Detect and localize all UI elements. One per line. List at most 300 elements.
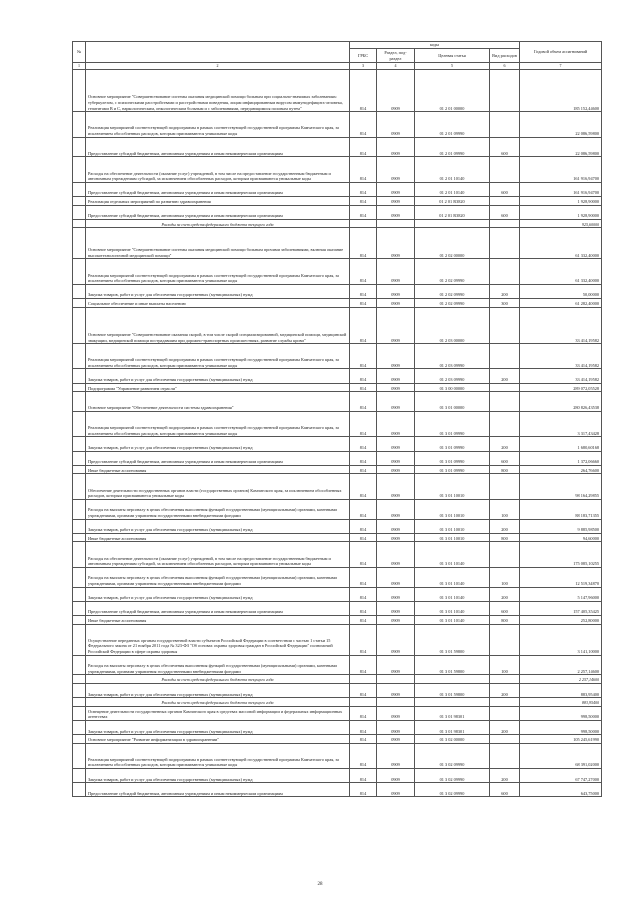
row-number-cell xyxy=(73,542,86,567)
row-section-cell: 0909 xyxy=(377,783,415,797)
row-target-cell: 01 3 01 98301 xyxy=(415,706,490,720)
row-grbs-cell: 814 xyxy=(350,587,377,601)
table-row xyxy=(73,383,602,392)
row-section-cell: 0909 xyxy=(377,284,415,298)
row-name-cell: Закупка товаров, работ и услуг для обеспечения государственных (муниципальных) нужд xyxy=(86,519,350,533)
row-name-cell: Социальное обеспечение и иные выплаты населению xyxy=(86,298,350,307)
row-grbs-cell: 814 xyxy=(350,259,377,284)
table-header-row xyxy=(73,42,602,49)
table-row xyxy=(73,720,602,734)
row-vr-cell: 100 xyxy=(490,655,520,675)
row-grbs-cell: 814 xyxy=(350,344,377,369)
row-section-cell: 0909 xyxy=(377,196,415,205)
table-row xyxy=(73,615,602,624)
row-number-cell xyxy=(73,499,86,519)
row-target-cell xyxy=(415,219,490,228)
row-section-cell: 0909 xyxy=(377,499,415,519)
table-row xyxy=(73,743,602,768)
row-sum-cell: 643,75000 xyxy=(520,783,602,797)
row-target-cell: 01 2 02 00000 xyxy=(415,228,490,259)
column-index: 7 xyxy=(520,63,602,70)
table-row xyxy=(73,587,602,601)
row-target-cell: 01 3 01 10140 xyxy=(415,601,490,615)
row-grbs-cell xyxy=(350,698,377,707)
row-sum-cell: 105 245,61990 xyxy=(520,735,602,744)
row-vr-cell xyxy=(490,157,520,182)
table-row xyxy=(73,519,602,533)
row-target-cell: 01 2 03 09990 xyxy=(415,369,490,383)
row-vr-cell xyxy=(490,706,520,720)
table-row xyxy=(73,533,602,542)
row-number-cell xyxy=(73,298,86,307)
row-name-cell: Расходы на выплаты персоналу в целях обеспечения выполнения функций государственными (муниципальными) органами, казенными учреждениями, органами управления государственными внебюджетными фондами xyxy=(86,499,350,519)
row-target-cell: 01 2 01 10140 xyxy=(415,182,490,196)
table-row xyxy=(73,567,602,587)
row-name-cell: Подпрограмма "Управление развитием отрасли" xyxy=(86,383,350,392)
row-section-cell: 0909 xyxy=(377,412,415,437)
row-grbs-cell: 814 xyxy=(350,601,377,615)
row-grbs-cell: 814 xyxy=(350,205,377,219)
row-section-cell: 0909 xyxy=(377,298,415,307)
row-sum-cell: 61 282,40000 xyxy=(520,298,602,307)
row-sum-cell: 883,95400 xyxy=(520,683,602,697)
row-grbs-cell: 814 xyxy=(350,451,377,465)
row-section-cell: 0909 xyxy=(377,437,415,451)
row-name-cell: Освещение деятельности государственных органов Камчатского края в средствах массовой информации и федеральных информационных агентствах xyxy=(86,706,350,720)
row-vr-cell xyxy=(490,228,520,259)
row-number-cell xyxy=(73,412,86,437)
row-sum-cell: 12 519,34870 xyxy=(520,567,602,587)
row-vr-cell: 200 xyxy=(490,519,520,533)
table-row xyxy=(73,624,602,655)
table-row xyxy=(73,437,602,451)
row-sum-cell: 22 086,59800 xyxy=(520,112,602,137)
row-sum-cell: 264,76600 xyxy=(520,465,602,474)
row-name-cell: Реализация мероприятий соответствующей подпрограммы в рамках соответствующей государственной программы Камчатского края, за исключением обособленных расходов, которым присваиваются уникальные коды xyxy=(86,344,350,369)
row-section-cell: 0909 xyxy=(377,706,415,720)
row-number-cell xyxy=(73,307,86,344)
row-grbs-cell: 814 xyxy=(350,743,377,768)
row-grbs-cell: 814 xyxy=(350,369,377,383)
row-target-cell: 01 3 02 09990 xyxy=(415,769,490,783)
row-name-cell: Основное мероприятие "Совершенствование системы оказания медицинской помощи больным при социально-значимых заболеваниях: туберкулезом, с психическими расстройствами и расстройствами поведения, лицам инфицированным вирусом иммунодефицита человека, гепатитами B и C, наркологическим, онкологическим больным и с заболеваниями, передающимися половым путем" xyxy=(86,70,350,112)
row-target-cell: 01 2 01 09990 xyxy=(415,112,490,137)
row-grbs-cell: 814 xyxy=(350,157,377,182)
row-number-cell xyxy=(73,655,86,675)
row-grbs-cell: 814 xyxy=(350,655,377,675)
row-name-cell: Иные бюджетные ассигнования xyxy=(86,465,350,474)
row-section-cell: 0909 xyxy=(377,137,415,157)
table-row xyxy=(73,157,602,182)
row-number-cell xyxy=(73,205,86,219)
page-number: 28 xyxy=(317,882,323,887)
row-vr-cell xyxy=(490,624,520,655)
row-vr-cell: 200 xyxy=(490,720,520,734)
row-name-cell: Закупка товаров, работ и услуг для обеспечения государственных (муниципальных) нужд xyxy=(86,683,350,697)
row-target-cell xyxy=(415,698,490,707)
row-sum-cell: 33 414,19582 xyxy=(520,344,602,369)
row-target-cell: 01 2 02 09990 xyxy=(415,284,490,298)
note-row xyxy=(73,219,602,228)
row-number-cell xyxy=(73,783,86,797)
row-name-cell: Реализация мероприятий соответствующей подпрограммы в рамках соответствующей государственной программы Камчатского края, за исключением обособленных расходов, которым присваиваются уникальные коды xyxy=(86,112,350,137)
row-grbs-cell: 814 xyxy=(350,465,377,474)
row-grbs-cell: 814 xyxy=(350,182,377,196)
row-grbs-cell: 814 xyxy=(350,624,377,655)
row-section-cell: 0909 xyxy=(377,683,415,697)
row-section-cell: 0909 xyxy=(377,542,415,567)
row-target-cell: 01 2 01 09990 xyxy=(415,137,490,157)
row-target-cell: 01 3 01 59800 xyxy=(415,624,490,655)
row-grbs-cell: 814 xyxy=(350,412,377,437)
table-row xyxy=(73,392,602,412)
row-number-cell xyxy=(73,369,86,383)
row-vr-cell: 600 xyxy=(490,451,520,465)
row-sum-cell: 252,80000 xyxy=(520,615,602,624)
row-name-cell: Предоставление субсидий бюджетным, автономным учреждениям и иным некоммерческим организациям xyxy=(86,451,350,465)
row-name-cell: Иные бюджетные ассигнования xyxy=(86,615,350,624)
row-number-cell xyxy=(73,567,86,587)
row-vr-cell: 100 xyxy=(490,499,520,519)
row-grbs-cell: 814 xyxy=(350,307,377,344)
row-target-cell xyxy=(415,675,490,684)
row-name-cell: Расходы за счет средств федерального бюджета текущего года xyxy=(86,675,350,684)
row-section-cell: 0909 xyxy=(377,720,415,734)
row-vr-cell xyxy=(490,70,520,112)
row-sum-cell: 925,60000 xyxy=(520,219,602,228)
row-sum-cell: 94,60000 xyxy=(520,533,602,542)
row-vr-cell: 200 xyxy=(490,284,520,298)
row-sum-cell: 1 372,06660 xyxy=(520,451,602,465)
row-sum-cell: 1 680,60168 xyxy=(520,437,602,451)
row-grbs-cell: 814 xyxy=(350,683,377,697)
row-vr-cell: 200 xyxy=(490,769,520,783)
row-grbs-cell: 814 xyxy=(350,720,377,734)
row-name-cell: Расходы на выплаты персоналу в целях обеспечения выполнения функций государственными (муниципальными) органами, казенными учреждениями, органами управления государственными внебюджетными фондами xyxy=(86,655,350,675)
table-row xyxy=(73,474,602,499)
row-sum-cell: 33 414,19582 xyxy=(520,307,602,344)
header-codes: коды xyxy=(350,42,520,49)
row-target-cell: 01 3 01 10010 xyxy=(415,519,490,533)
table-row xyxy=(73,344,602,369)
row-section-cell: 0909 xyxy=(377,228,415,259)
row-grbs-cell: 814 xyxy=(350,783,377,797)
row-target-cell: 01 2 02 09990 xyxy=(415,298,490,307)
row-number-cell xyxy=(73,182,86,196)
row-section-cell: 0909 xyxy=(377,157,415,182)
table-row xyxy=(73,683,602,697)
row-section-cell xyxy=(377,698,415,707)
row-target-cell: 01 3 01 59800 xyxy=(415,655,490,675)
row-number-cell xyxy=(73,587,86,601)
row-number-cell xyxy=(73,344,86,369)
budget-table xyxy=(72,41,602,797)
table-row xyxy=(73,307,602,344)
header-grbs: ГРБС xyxy=(350,49,377,63)
row-number-cell xyxy=(73,533,86,542)
row-name-cell: Расходы на обеспечение деятельности (оказание услуг) учреждений, в том числе на предоставление государственным бюджетным и автономным учреждениям субсидий, за исключением обособленных расходов, которым присваиваются уникальные коды xyxy=(86,542,350,567)
row-section-cell: 0909 xyxy=(377,465,415,474)
row-vr-cell: 200 xyxy=(490,437,520,451)
row-name-cell: Реализация мероприятий соответствующей подпрограммы в рамках соответствующей государственной программы Камчатского края, за исключением обособленных расходов, которым присваиваются уникальные коды xyxy=(86,743,350,768)
row-vr-cell: 800 xyxy=(490,615,520,624)
row-name-cell: Предоставление субсидий бюджетным, автономным учреждениям и иным некоммерческим организациям xyxy=(86,182,350,196)
row-section-cell: 0909 xyxy=(377,601,415,615)
row-grbs-cell: 814 xyxy=(350,519,377,533)
row-name-cell: Закупка товаров, работ и услуг для обеспечения государственных (муниципальных) нужд xyxy=(86,720,350,734)
row-name-cell: Предоставление субсидий бюджетным, автономным учреждениям и иным некоммерческим организациям xyxy=(86,205,350,219)
row-section-cell: 0909 xyxy=(377,735,415,744)
row-number-cell xyxy=(73,675,86,684)
row-vr-cell xyxy=(490,412,520,437)
row-vr-cell xyxy=(490,344,520,369)
row-section-cell: 0909 xyxy=(377,369,415,383)
row-grbs-cell: 814 xyxy=(350,196,377,205)
row-sum-cell: 22 086,59800 xyxy=(520,137,602,157)
row-section-cell: 0909 xyxy=(377,70,415,112)
row-name-cell: Реализация мероприятий соответствующей подпрограммы в рамках соответствующей государственной программы Камчатского края, за исключением обособленных расходов, которым присваиваются уникальные коды xyxy=(86,259,350,284)
row-sum-cell: 9 885,98500 xyxy=(520,519,602,533)
row-grbs-cell: 814 xyxy=(350,615,377,624)
row-name-cell: Основное мероприятие "Совершенствование оказания скорой, в том числе скорой специализированной, медицинской помощи, медицинской эвакуации, медицинской помощи пострадавшим при дорожно-транспортных происшествиях, развитие службы крови" xyxy=(86,307,350,344)
row-section-cell: 0909 xyxy=(377,743,415,768)
row-vr-cell xyxy=(490,542,520,567)
row-target-cell: 01 2 01 10140 xyxy=(415,157,490,182)
row-grbs-cell: 814 xyxy=(350,474,377,499)
row-vr-cell: 800 xyxy=(490,465,520,474)
row-vr-cell xyxy=(490,735,520,744)
table-row xyxy=(73,259,602,284)
row-number-cell xyxy=(73,437,86,451)
row-vr-cell xyxy=(490,383,520,392)
row-grbs-cell: 814 xyxy=(350,298,377,307)
row-vr-cell xyxy=(490,307,520,344)
row-target-cell: 01 2 03 09990 xyxy=(415,344,490,369)
row-grbs-cell: 814 xyxy=(350,70,377,112)
row-section-cell: 0909 xyxy=(377,182,415,196)
row-section-cell xyxy=(377,675,415,684)
row-vr-cell xyxy=(490,698,520,707)
row-number-cell xyxy=(73,137,86,157)
row-sum-cell: 3 141,10000 xyxy=(520,624,602,655)
row-sum-cell: 2 257,14600 xyxy=(520,675,602,684)
row-name-cell: Закупка товаров, работ и услуг для обеспечения государственных (муниципальных) нужд xyxy=(86,284,350,298)
row-sum-cell: 67 747,27000 xyxy=(520,769,602,783)
row-section-cell: 0909 xyxy=(377,392,415,412)
row-sum-cell: 1 928,90000 xyxy=(520,196,602,205)
row-vr-cell: 600 xyxy=(490,182,520,196)
table-row xyxy=(73,451,602,465)
table-row xyxy=(73,412,602,437)
row-sum-cell: 175 085,10255 xyxy=(520,542,602,567)
row-target-cell: 01 3 02 09990 xyxy=(415,743,490,768)
row-target-cell: 01 3 01 00000 xyxy=(415,392,490,412)
row-vr-cell xyxy=(490,196,520,205)
row-grbs-cell xyxy=(350,219,377,228)
table-row xyxy=(73,735,602,744)
table-row xyxy=(73,205,602,219)
row-sum-cell: 1 928,90000 xyxy=(520,205,602,219)
row-name-cell: Иные бюджетные ассигнования xyxy=(86,533,350,542)
row-target-cell: 01 3 01 09990 xyxy=(415,451,490,465)
row-number-cell xyxy=(73,383,86,392)
column-index: 1 xyxy=(73,63,86,70)
row-number-cell xyxy=(73,519,86,533)
row-grbs-cell: 814 xyxy=(350,769,377,783)
row-vr-cell: 600 xyxy=(490,601,520,615)
row-number-cell xyxy=(73,474,86,499)
table-row xyxy=(73,499,602,519)
column-index: 3 xyxy=(350,63,377,70)
row-vr-cell xyxy=(490,219,520,228)
row-target-cell: 01 3 01 10010 xyxy=(415,499,490,519)
row-sum-cell: 3 317,43428 xyxy=(520,412,602,437)
row-vr-cell: 600 xyxy=(490,137,520,157)
column-index: 6 xyxy=(490,63,520,70)
row-section-cell: 0909 xyxy=(377,112,415,137)
row-name-cell: Расходы на обеспечение деятельности (оказание услуг) учреждений, в том числе на предоставление государственным бюджетным и автономным учреждениям субсидий, за исключением обособленных расходов, которым присваиваются уникальные коды xyxy=(86,157,350,182)
row-target-cell: 01 3 01 98301 xyxy=(415,720,490,734)
table-row xyxy=(73,228,602,259)
table-row xyxy=(73,70,602,112)
row-target-cell: 01 3 01 10010 xyxy=(415,474,490,499)
row-grbs-cell: 814 xyxy=(350,567,377,587)
row-grbs-cell: 814 xyxy=(350,284,377,298)
table-row xyxy=(73,369,602,383)
row-name-cell: Предоставление субсидий бюджетным, автономным учреждениям и иным некоммерческим организациям xyxy=(86,783,350,797)
row-section-cell: 0909 xyxy=(377,451,415,465)
row-vr-cell: 200 xyxy=(490,369,520,383)
row-target-cell: 01 3 00 00000 xyxy=(415,383,490,392)
row-name-cell: Основное мероприятие "Совершенствование системы оказания медицинской помощи больным прочими заболеваниями, включая оказание высокотехнологичной медицинской помощи" xyxy=(86,228,350,259)
row-section-cell: 0909 xyxy=(377,769,415,783)
row-vr-cell: 300 xyxy=(490,298,520,307)
row-number-cell xyxy=(73,157,86,182)
row-vr-cell xyxy=(490,112,520,137)
row-target-cell: 01 3 01 10140 xyxy=(415,567,490,587)
header-number: № xyxy=(73,42,86,63)
row-vr-cell xyxy=(490,259,520,284)
row-sum-cell: 998,50000 xyxy=(520,720,602,734)
row-grbs-cell: 814 xyxy=(350,533,377,542)
row-name-cell: Расходы за счет средств федерального бюджета текущего года xyxy=(86,219,350,228)
row-vr-cell xyxy=(490,392,520,412)
note-row xyxy=(73,698,602,707)
row-name-cell: Реализация отдельных мероприятий по развитию здравоохранения xyxy=(86,196,350,205)
table-row xyxy=(73,542,602,567)
row-vr-cell xyxy=(490,675,520,684)
row-sum-cell: 68 391,02000 xyxy=(520,743,602,768)
row-target-cell: 01 3 01 10010 xyxy=(415,533,490,542)
row-name-cell: Предоставление субсидий бюджетным, автономным учреждениям и иным некоммерческим организациям xyxy=(86,137,350,157)
row-name-cell: Обеспечение деятельности государственных органов власти (государственных органов) Камчатского края, за исключением обособленных расходов, которым присваиваются уникальные коды xyxy=(86,474,350,499)
row-number-cell xyxy=(73,706,86,720)
row-section-cell: 0909 xyxy=(377,624,415,655)
row-section-cell: 0909 xyxy=(377,344,415,369)
note-row xyxy=(73,675,602,684)
row-grbs-cell: 814 xyxy=(350,228,377,259)
row-name-cell: Предоставление субсидий бюджетным, автономным учреждениям и иным некоммерческим организациям xyxy=(86,601,350,615)
row-section-cell: 0909 xyxy=(377,567,415,587)
row-number-cell xyxy=(73,601,86,615)
row-grbs-cell xyxy=(350,675,377,684)
table-row xyxy=(73,465,602,474)
row-target-cell: 01 2 02 09990 xyxy=(415,259,490,284)
table-row xyxy=(73,655,602,675)
row-grbs-cell: 814 xyxy=(350,542,377,567)
row-target-cell: 01 3 01 09990 xyxy=(415,465,490,474)
column-index: 5 xyxy=(415,63,490,70)
row-number-cell xyxy=(73,228,86,259)
row-target-cell: 01 3 01 10140 xyxy=(415,615,490,624)
header-section: Раздел, под-раздел xyxy=(377,49,415,63)
row-section-cell: 0909 xyxy=(377,519,415,533)
row-name-cell: Расходы на выплаты персоналу в целях обеспечения выполнения функций государственными (муниципальными) органами, казенными учреждениями, органами управления государственными внебюджетными фондами xyxy=(86,567,350,587)
row-grbs-cell: 814 xyxy=(350,499,377,519)
row-number-cell xyxy=(73,451,86,465)
row-sum-cell: 61 332,40000 xyxy=(520,228,602,259)
row-section-cell xyxy=(377,219,415,228)
row-grbs-cell: 814 xyxy=(350,437,377,451)
row-number-cell xyxy=(73,112,86,137)
row-grbs-cell: 814 xyxy=(350,112,377,137)
row-section-cell: 0909 xyxy=(377,533,415,542)
row-grbs-cell: 814 xyxy=(350,383,377,392)
row-name-cell: Закупка товаров, работ и услуг для обеспечения государственных (муниципальных) нужд xyxy=(86,587,350,601)
row-target-cell: 01 3 01 09990 xyxy=(415,412,490,437)
row-number-cell xyxy=(73,615,86,624)
row-sum-cell: 883,95400 xyxy=(520,698,602,707)
row-number-cell xyxy=(73,735,86,744)
row-name-cell: Закупка товаров, работ и услуг для обеспечения государственных (муниципальных) нужд xyxy=(86,769,350,783)
row-sum-cell: 289 072,05528 xyxy=(520,383,602,392)
column-index: 2 xyxy=(86,63,350,70)
row-vr-cell: 200 xyxy=(490,587,520,601)
row-target-cell: 01 3 01 10140 xyxy=(415,542,490,567)
row-sum-cell: 50,00000 xyxy=(520,284,602,298)
row-vr-cell: 800 xyxy=(490,533,520,542)
row-sum-cell: 280 826,43538 xyxy=(520,392,602,412)
row-number-cell xyxy=(73,624,86,655)
row-name-cell: Осуществление переданных органам государственной власти субъектов Российской Федерации в соответствии с частью 1 статьи 15 Федерального закона от 21 ноября 2011 года № 323-ФЗ "Об основах охраны здоровья граждан в Российской Федерации" полномочий Российской Федерации в сфере охраны здоровья xyxy=(86,624,350,655)
row-vr-cell: 100 xyxy=(490,567,520,587)
column-index: 4 xyxy=(377,63,415,70)
row-target-cell: 01 3 01 59800 xyxy=(415,683,490,697)
row-number-cell xyxy=(73,392,86,412)
row-grbs-cell: 814 xyxy=(350,735,377,744)
row-sum-cell: 61 332,40000 xyxy=(520,259,602,284)
table-row xyxy=(73,298,602,307)
row-section-cell: 0909 xyxy=(377,615,415,624)
row-sum-cell: 157 405,35425 xyxy=(520,601,602,615)
header-target: Целевая статья xyxy=(415,49,490,63)
row-section-cell: 0909 xyxy=(377,383,415,392)
row-number-cell xyxy=(73,769,86,783)
row-sum-cell: 161 916,94700 xyxy=(520,182,602,196)
row-grbs-cell: 814 xyxy=(350,392,377,412)
row-number-cell xyxy=(73,196,86,205)
row-vr-cell: 600 xyxy=(490,783,520,797)
row-target-cell: 01 2 01 R3820 xyxy=(415,205,490,219)
row-sum-cell: 5 147,96000 xyxy=(520,587,602,601)
table-body xyxy=(73,70,602,797)
row-number-cell xyxy=(73,465,86,474)
table-row xyxy=(73,783,602,797)
row-section-cell: 0909 xyxy=(377,307,415,344)
table-row xyxy=(73,601,602,615)
row-target-cell: 01 3 01 09990 xyxy=(415,437,490,451)
row-sum-cell: 161 916,94700 xyxy=(520,157,602,182)
